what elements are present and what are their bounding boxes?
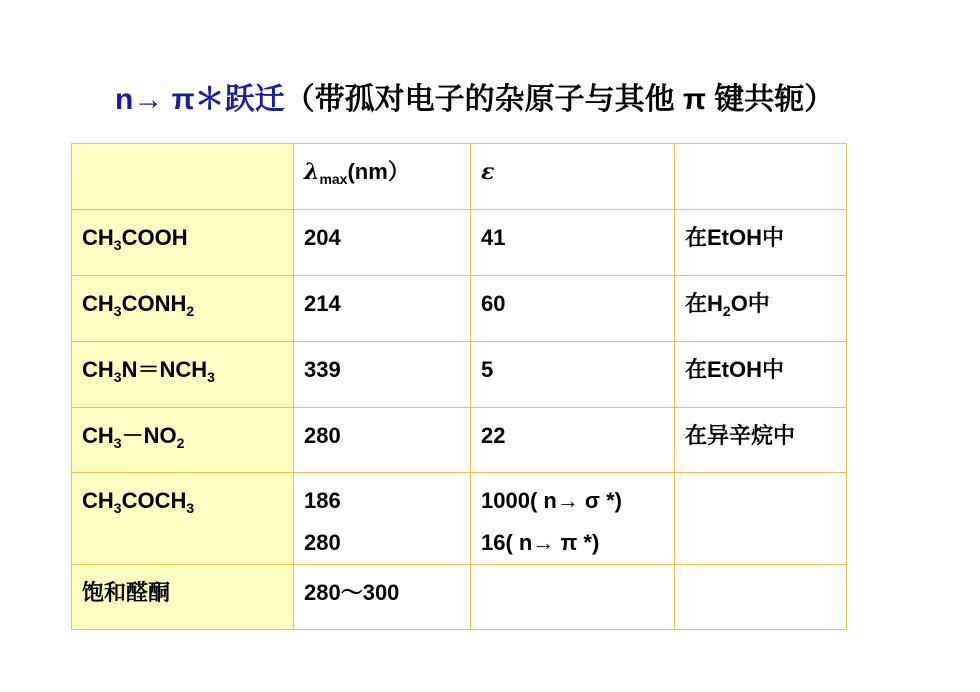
title-main: n→ π＊跃迁 (115, 83, 285, 116)
lambda-cell: 204 (294, 210, 471, 276)
title-note: （带孤对电子的杂原子与其他 π 键共轭） (284, 83, 835, 116)
epsilon-value: 16( n→ π *) (481, 530, 600, 555)
compound-cell: $CH_3-NO_2$ (72, 408, 294, 473)
header-cell-lambda (294, 144, 471, 210)
header-cell-solvent (675, 144, 847, 210)
solvent-cell: 在EtOH中 (675, 342, 847, 408)
epsilon-cell: 41 (471, 210, 675, 276)
lambda-symbol: λ (304, 159, 320, 185)
compound-cell: $CH_3N=NCH_3$ (72, 342, 294, 408)
transition-table (71, 143, 847, 630)
lambda-cell: 280～300 (294, 565, 471, 630)
compound-cell: $CH_3CONH_2$ (72, 276, 294, 342)
epsilon-cell: 5 (471, 342, 675, 408)
header-cell-compound (72, 144, 294, 210)
header-cell-epsilon (471, 144, 675, 210)
slide-title (115, 78, 834, 122)
epsilon-symbol: ε (481, 159, 495, 185)
table-row (72, 210, 847, 276)
table-row (72, 408, 847, 473)
solvent-cell (675, 565, 847, 630)
epsilon-cell: 22 (471, 408, 675, 473)
epsilon-cell (471, 473, 675, 565)
solvent-cell: 在异辛烷中 (675, 408, 847, 473)
compound-cell: $CH_3COOH$ (72, 210, 294, 276)
compound-cell: $CH_3COCH_3$ (72, 473, 294, 565)
lambda-unit: (nm） (347, 159, 410, 184)
epsilon-value: 1000( n→ σ *) (481, 488, 622, 513)
table-row (72, 473, 847, 565)
epsilon-cell: 60 (471, 276, 675, 342)
lambda-subscript: max (319, 171, 348, 187)
solvent-cell: 在$H_2O$中 (675, 276, 847, 342)
epsilon-cell (471, 565, 675, 630)
table-header-row (72, 144, 847, 210)
table-row (72, 276, 847, 342)
table-row (72, 342, 847, 408)
lambda-value: 186 (304, 488, 341, 513)
lambda-value: 280 (304, 530, 341, 555)
solvent-cell: 在EtOH中 (675, 210, 847, 276)
lambda-cell: 339 (294, 342, 471, 408)
lambda-cell: 214 (294, 276, 471, 342)
solvent-cell (675, 473, 847, 565)
table-row (72, 565, 847, 630)
lambda-cell: 280 (294, 408, 471, 473)
lambda-cell (294, 473, 471, 565)
compound-cell: 饱和醛酮 (72, 565, 294, 630)
